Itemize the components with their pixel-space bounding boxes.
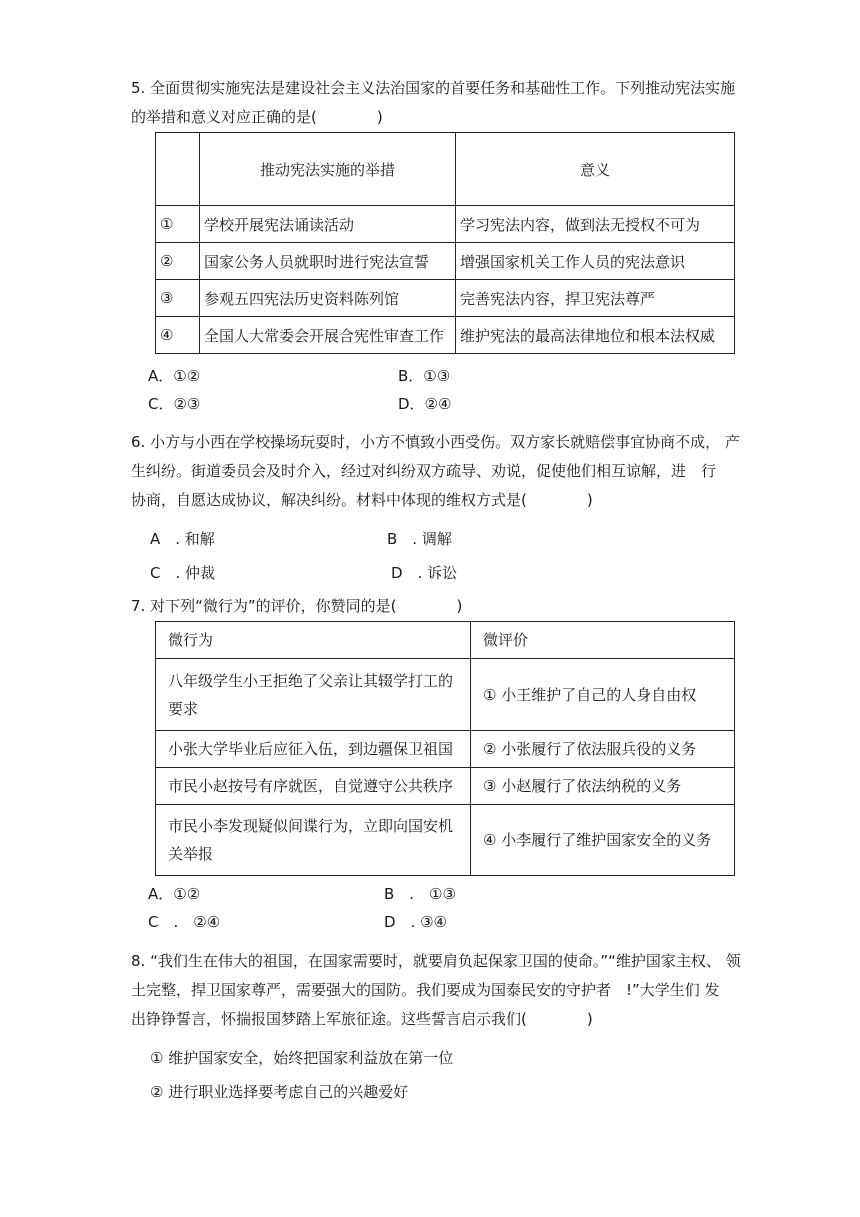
- q7-option-d: D . ③④: [384, 913, 447, 931]
- q6-stem-line2: 生纠纷。街道委员会及时介入，经过对纠纷双方疏导、劝说，促使他们相互谅解，进 行: [131, 462, 717, 480]
- q6-stem-line3: 协商，自愿达成协议，解决纠纷。材料中体现的维权方式是( ): [131, 491, 593, 509]
- table-row: [156, 805, 735, 876]
- table-cell: ③ 小赵履行了依法纳税的义务: [471, 768, 735, 805]
- table-header-row: [156, 133, 735, 206]
- table-cell: ①: [156, 206, 200, 243]
- table-header-cell: 推动宪法实施的举措: [200, 133, 456, 206]
- q7-stem: 7. 对下列“微行为”的评价，你赞同的是( ): [131, 597, 463, 615]
- table-header-row: [156, 622, 735, 659]
- q7-option-c: C . ②④: [148, 913, 221, 931]
- table-cell: 全国人大常委会开展合宪性审查工作: [200, 317, 456, 354]
- q5-option-c: C．②③: [148, 395, 201, 413]
- q7-option-b: B . ①③: [384, 885, 456, 903]
- q6-stem-line1: 6. 小方与小西在学校操场玩耍时，小方不慎致小西受伤。双方家长就赔偿事宜协商不成， 产: [131, 433, 740, 451]
- table-cell: 学校开展宪法诵读活动: [200, 206, 456, 243]
- q8-stem-line1: 8. “我们生在伟大的祖国，在国家需要时，就要肩负起保家卫国的使命。”“维护国家主权、 领: [131, 952, 741, 970]
- table-cell: 八年级学生小王拒绝了父亲让其辍学打工的要求: [156, 659, 471, 731]
- table-row: [156, 659, 735, 731]
- q5-stem-line1: 5. 全面贯彻实施宪法是建设社会主义法治国家的首要任务和基础性工作。下列推动宪法实施: [131, 79, 736, 97]
- q5-option-d: D．②④: [398, 395, 452, 413]
- q7-table: [155, 621, 735, 876]
- table-cell: 完善宪法内容，捍卫宪法尊严: [456, 280, 735, 317]
- table-cell: ④ 小李履行了维护国家安全的义务: [471, 805, 735, 876]
- table-cell: 维护宪法的最高法律地位和根本法权威: [456, 317, 735, 354]
- table-cell: ④: [156, 317, 200, 354]
- table-cell: 国家公务人员就职时进行宪法宣誓: [200, 243, 456, 280]
- q8-statement-1: ① 维护国家安全，始终把国家利益放在第一位: [150, 1049, 454, 1067]
- table-cell: ① 小王维护了自己的人身自由权: [471, 659, 735, 731]
- q8-stem-line3: 出铮铮誓言，怀揣报国梦踏上军旅征途。这些誓言启示我们( ): [131, 1010, 593, 1028]
- q7-option-a: A．①②: [148, 885, 201, 903]
- q6-option-d: D . 诉讼: [391, 564, 458, 582]
- q6-option-a: A . 和解: [150, 530, 215, 548]
- q5-table: [155, 132, 735, 354]
- table-cell: [156, 133, 200, 206]
- table-row: [156, 731, 735, 768]
- q8-statement-2: ② 进行职业选择要考虑自己的兴趣爱好: [150, 1083, 409, 1101]
- q8-stem-line2: 土完整，捍卫国家尊严，需要强大的国防。我们要成为国泰民安的守护者 !”大学生们 发: [131, 981, 720, 999]
- table-header-cell: 微行为: [156, 622, 471, 659]
- q5-option-a: A．①②: [148, 367, 201, 385]
- table-cell: 小张大学毕业后应征入伍，到边疆保卫祖国: [156, 731, 471, 768]
- table-row: [156, 280, 735, 317]
- q6-option-b: B . 调解: [387, 530, 452, 548]
- table-header-cell: 意义: [456, 133, 735, 206]
- table-row: [156, 317, 735, 354]
- table-cell: 参观五四宪法历史资料陈列馆: [200, 280, 456, 317]
- table-header-cell: 微评价: [471, 622, 735, 659]
- q5-stem-line2: 的举措和意义对应正确的是( ): [131, 108, 383, 126]
- table-cell: ② 小张履行了依法服兵役的义务: [471, 731, 735, 768]
- table-row: [156, 768, 735, 805]
- table-row: [156, 206, 735, 243]
- q5-option-b: B．①③: [398, 367, 451, 385]
- table-row: [156, 243, 735, 280]
- table-cell: 学习宪法内容，做到法无授权不可为: [456, 206, 735, 243]
- table-cell: 市民小李发现疑似间谍行为，立即向国安机关举报: [156, 805, 471, 876]
- table-cell: ③: [156, 280, 200, 317]
- table-cell: 市民小赵按号有序就医，自觉遵守公共秩序: [156, 768, 471, 805]
- table-cell: ②: [156, 243, 200, 280]
- table-cell: 增强国家机关工作人员的宪法意识: [456, 243, 735, 280]
- q6-option-c: C . 仲裁: [150, 564, 216, 582]
